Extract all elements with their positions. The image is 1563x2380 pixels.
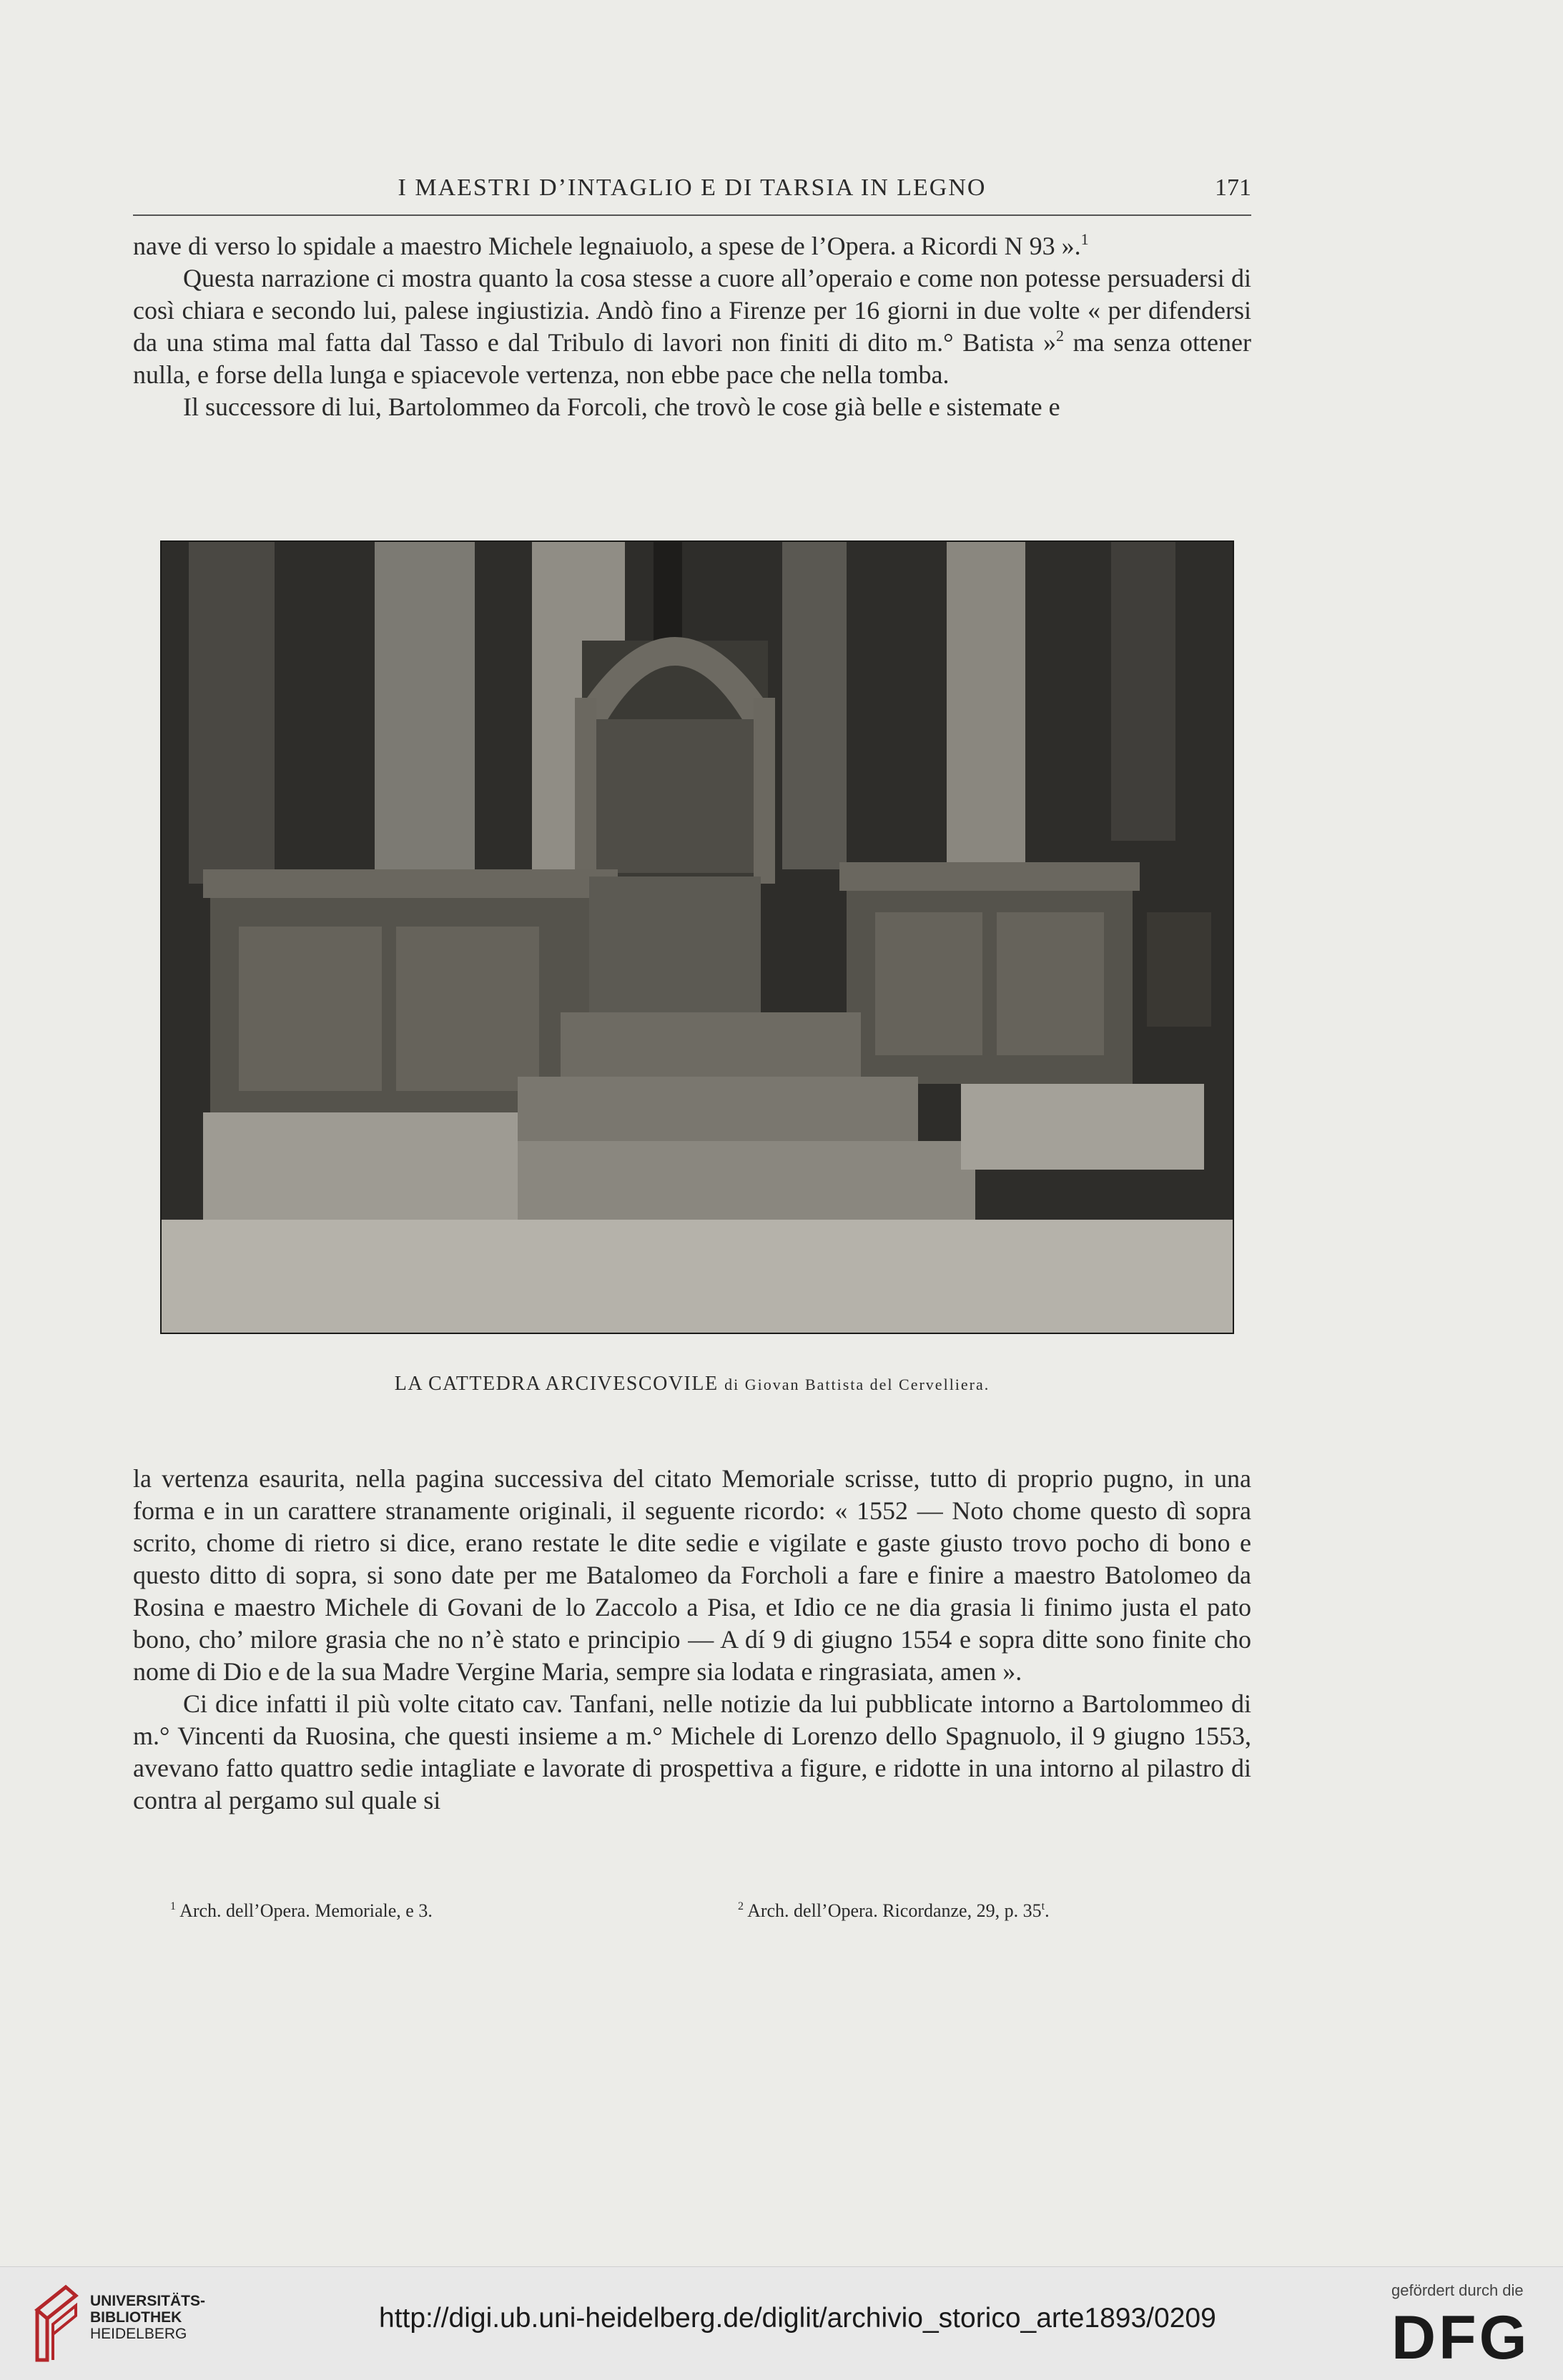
library-logo-icon — [31, 2281, 82, 2366]
caption-attribution: di Giovan Battista del Cervelliera. — [724, 1376, 990, 1393]
paragraph: nave di verso lo spidale a maestro Michele legnaiuolo, a spese de l’Opera. a Ricordi N 93 ».$^1$ — [133, 230, 1089, 260]
funded-by-label: gefördert durch die — [1391, 2281, 1524, 2299]
cathedra-photograph — [160, 540, 1234, 1334]
paragraph: la vertenza esaurita, nella pagina successiva del citato Memoriale scrisse, tutto di proprio pugno, in una forma e in un carattere stranamente originali, il seguente ricordo: « 1552 — Noto chome questo dì sopra scrito, chome di rietro si dice, erano restate le dite sedie e vigilate e gaste giusto trovo pocho di bono e questo ditto di sopra, si sono date per me Batalomeo da Forcholi a fare e finire a maestro Batolomeo da Rosina e maestro Michele di Govani de lo Zaccolo a Pisa, et Idio ce ne dia grasia li finimo justa el pato bono, cho’ milore grasia che no n’è stato e principio — A dí 9 di giugno 1554 e sopra ditte sono finite cho nome di Dio e de la sua Madre Vergine Maria, sempre sia lodata e ringrasiata, amen ». — [133, 1464, 1251, 1686]
paragraph: Il successore di lui, Bartolommeo da Forcoli, che trovò le cose già belle e sistemate e — [183, 392, 1060, 421]
footnote-1: $^1$ Arch. dell’Opera. Memoriale, e 3. — [170, 1900, 433, 1921]
footnote-ref: 2 — [1055, 327, 1064, 345]
footnotes — [133, 1900, 1251, 1929]
figure-caption — [133, 1373, 1251, 1396]
library-name: UNIVERSITÄTS- BIBLIOTHEK HEIDELBERG — [90, 2293, 206, 2342]
paragraph: Questa narrazione ci mostra quanto la cosa stesse a cuore all’operaio e come non potesse persuadersi di così chiara e secondo lui, palese ingiustizia. Andò fino a Firenze per 16 giorni in due volte « per difendersi da una stima mal fatta dal Tasso e dal Tribulo di lavori non finiti di dito m.° Batista »$^2$ ma senza ottener nulla, e forse della lunga e spiacevole vertenza, non ebbe pace che nella tomba. — [133, 264, 1251, 389]
footnote-2: $^2$ Arch. dell’Opera. Ricordanze, 29, p. 35$^t$. — [738, 1900, 1050, 1921]
body-text-bottom — [133, 1463, 1251, 1817]
body-text-top — [133, 230, 1251, 423]
dfg-logo: DFG — [1391, 2304, 1530, 2372]
digitization-footer — [0, 2266, 1563, 2380]
paragraph: Ci dice infatti il più volte citato cav. Tanfani, nelle notizie da lui pubblicate intorno a Bartolommeo di m.° Vincenti da Ruosina, che questi insieme a m.° Michele di Lorenzo dello Spagnuolo, il 9 giugno 1553, avevano fatto quattro sedie intagliate e lavorate di prospettiva a figure, e ridotte in una intorno al pilastro di contra al pergamo sul quale si — [133, 1689, 1251, 1814]
cathedra-illustration — [160, 540, 1234, 1334]
running-header — [133, 172, 1251, 216]
page-number: 171 — [1215, 174, 1251, 201]
permalink-url[interactable]: http://digi.ub.uni-heidelberg.de/diglit/archivio_storico_arte1893/0209 — [379, 2303, 1216, 2334]
running-title: I MAESTRI D’INTAGLIO E DI TARSIA IN LEGNO — [398, 174, 987, 201]
footnote-ref: 1 — [1080, 230, 1089, 248]
caption-title: LA CATTEDRA ARCIVESCOVILE — [394, 1373, 719, 1395]
